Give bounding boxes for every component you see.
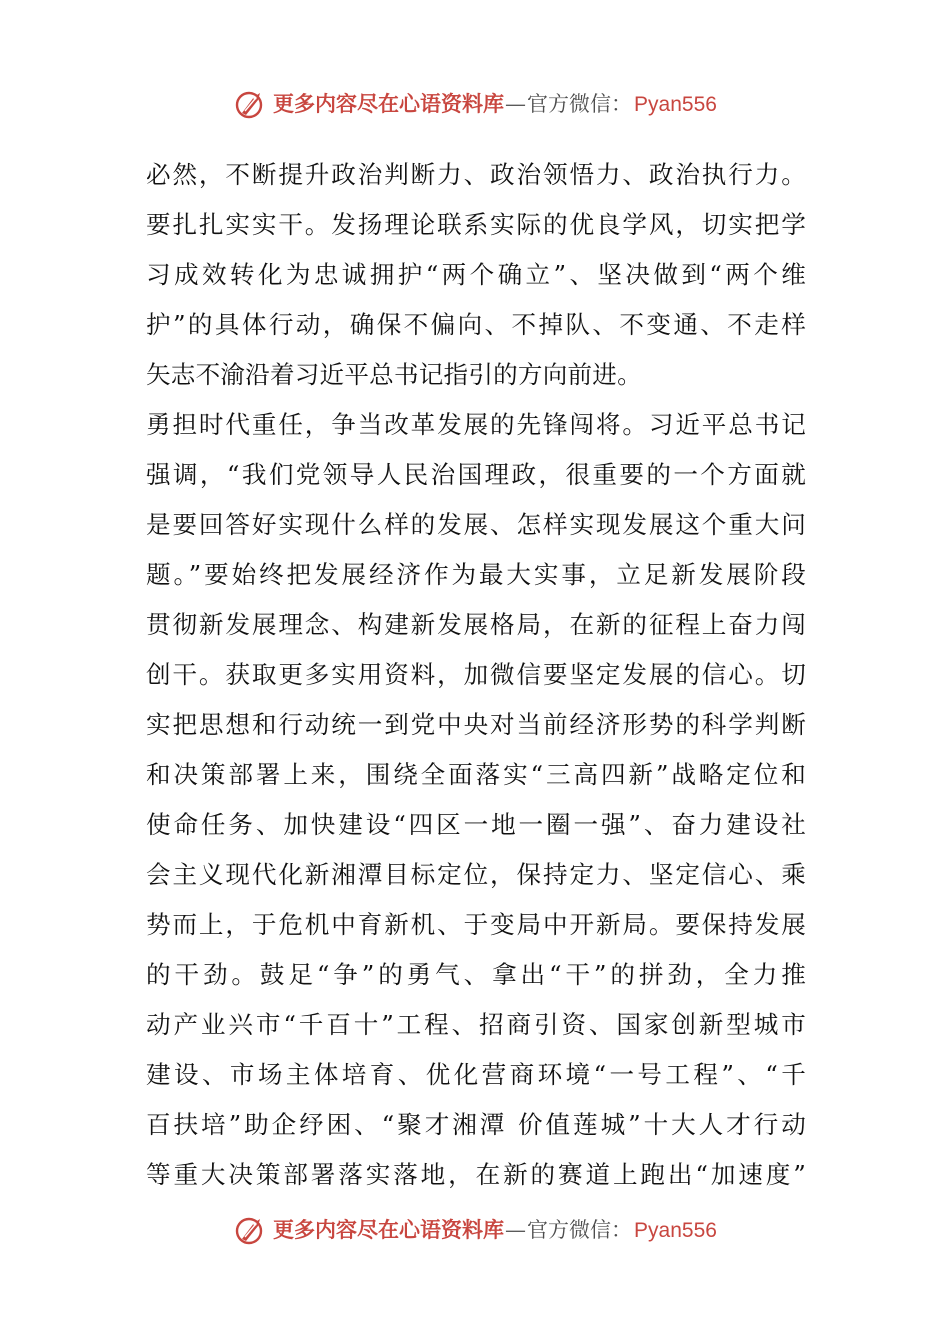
banner-wechat-label: 官方微信： (527, 1218, 633, 1242)
body-line: 百扶培”助企纾困、“聚才湘潭 价值莲城”十大人才行动 (146, 1110, 806, 1139)
banner-wechat-handle: Pyan556 (634, 93, 717, 116)
body-line: 和决策部署上来，围绕全面落实“三高四新”战略定位和 (146, 760, 806, 789)
banner-site-name: 更多内容尽在心语资料库 (273, 91, 505, 116)
banner-wechat-handle: Pyan556 (634, 1219, 717, 1242)
body-line: 贯彻新发展理念、构建新发展格局，在新的征程上奋力闯 (146, 610, 806, 639)
body-line: 强调，“我们党领导人民治国理政，很重要的一个方面就 (146, 460, 806, 489)
body-line: 勇担时代重任，争当改革发展的先锋闯将。习近平总书记 (146, 410, 806, 439)
document-body (146, 150, 806, 1200)
header-banner (0, 82, 950, 126)
pen-nib-logo-icon (233, 1213, 267, 1247)
body-line: 势而上，于危机中育新机、于变局中开新局。要保持发展 (146, 910, 806, 939)
body-line: 矢志不渝沿着习近平总书记指引的方向前进。 (146, 360, 642, 389)
body-line: 动产业兴市“千百十”工程、招商引资、国家创新型城市 (146, 1010, 806, 1039)
banner-text (273, 93, 717, 115)
body-line: 实把思想和行动统一到党中央对当前经济形势的科学判断 (146, 710, 806, 739)
body-line: 护”的具体行动，确保不偏向、不掉队、不变通、不走样 (146, 310, 806, 339)
banner-text (273, 1219, 717, 1241)
body-line: 建设、市场主体培育、优化营商环境“一号工程”、“千 (146, 1060, 806, 1089)
body-line: 会主义现代化新湘潭目标定位，保持定力、坚定信心、乘 (146, 860, 806, 889)
pen-nib-logo-icon (233, 87, 267, 121)
body-line: 是要回答好实现什么样的发展、怎样实现发展这个重大问 (146, 510, 806, 539)
footer-banner (0, 1208, 950, 1252)
body-line: 必然，不断提升政治判断力、政治领悟力、政治执行力。 (146, 160, 806, 189)
body-line: 习成效转化为忠诚拥护“两个确立”、坚决做到“两个维 (146, 260, 806, 289)
banner-dash: — (505, 92, 527, 116)
body-line: 的干劲。鼓足“争”的勇气、拿出“干”的拼劲，全力推 (146, 960, 806, 989)
banner-wechat-label: 官方微信： (527, 92, 633, 116)
body-line: 等重大决策部署落实落地，在新的赛道上跑出“加速度” (146, 1160, 806, 1189)
body-line: 题。”要始终把发展经济作为最大实事，立足新发展阶段 (146, 560, 806, 589)
banner-site-name: 更多内容尽在心语资料库 (273, 1217, 505, 1242)
body-line: 要扎扎实实干。发扬理论联系实际的优良学风，切实把学 (146, 210, 806, 239)
body-line: 使命任务、加快建设“四区一地一圈一强”、奋力建设社 (146, 810, 806, 839)
body-line: 创干。获取更多实用资料，加微信要坚定发展的信心。切 (146, 660, 806, 689)
banner-dash: — (505, 1218, 527, 1242)
